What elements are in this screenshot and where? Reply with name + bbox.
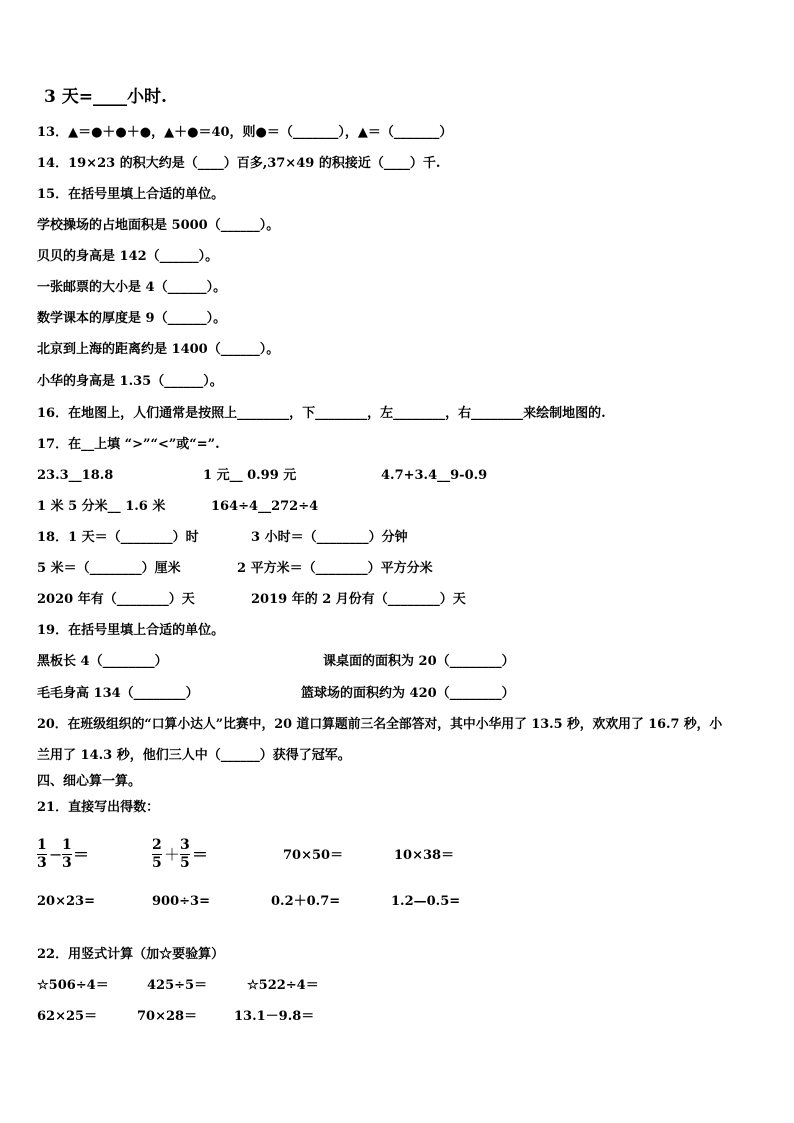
question-17: 17．在__上填 “>”“<”或“=”. — [37, 437, 220, 452]
question-22-item: 13.1－9.8＝ — [234, 1009, 315, 1024]
fraction — [152, 838, 162, 871]
question-15-item: 学校操场的占地面积是 5000（______）。 — [37, 218, 280, 233]
question-18-item: 2020 年有（________）天 — [37, 592, 195, 607]
question-15-item: 贝贝的身高是 142（______）。 — [37, 249, 219, 264]
question-15-item: 数学课本的厚度是 9（______）。 — [37, 311, 227, 326]
question-22-item: 425÷5＝ — [147, 978, 208, 993]
question-21-item: 20×23= — [37, 894, 95, 909]
question-15-item: 北京到上海的距离约是 1400（______）。 — [37, 342, 280, 357]
question-18-item: 2019 年的 2 月份有（________）天 — [251, 592, 466, 607]
question-18-item: 2 平方米＝（________）平方分米 — [237, 561, 433, 576]
question-13: 13．▲＝●＋●＋●，▲＋●＝40，则●＝（_______），▲＝（_______） — [37, 125, 453, 140]
denominator: 5 — [152, 855, 162, 871]
denominator: 3 — [62, 855, 72, 871]
question-14: 14．19×23 的积大约是（____）百多,37×49 的积接近（____）千. — [37, 156, 441, 171]
question-21-item: 0.2＋0.7= — [271, 894, 341, 909]
question-21: 21．直接写出得数： — [37, 800, 160, 815]
question-21-item: 70×50＝ — [283, 848, 344, 863]
question-16: 16．在地图上，人们通常是按照上________，下________，左________，右________来绘制地图的. — [37, 406, 606, 421]
question-22-item: ☆506÷4＝ — [37, 978, 109, 993]
question-17-item: 1 米 5 分米__ 1.6 米 — [37, 499, 166, 514]
question-21-item: 10×38＝ — [394, 848, 455, 863]
question-17-item: 4.7+3.4__9-0.9 — [381, 468, 488, 483]
numerator: 2 — [152, 837, 162, 853]
question-19-item: 毛毛身高 134（________） — [37, 686, 199, 701]
numerator: 1 — [37, 837, 47, 853]
question-22-item: 70×28＝ — [137, 1009, 198, 1024]
denominator: 3 — [37, 855, 47, 871]
question-21-item: 900÷3= — [152, 894, 210, 909]
question-18-item: 3 小时＝（________）分钟 — [251, 530, 408, 545]
question-20-line1: 20．在班级组织的“口算小达人”比赛中，20 道口算题前三名全部答对，其中小华用了 13.5 秒，欢欢用了 16.7 秒，小 — [37, 717, 723, 732]
question-18-item: 18．1 天＝（________）时 — [37, 530, 199, 545]
question-22-item: 62×25＝ — [37, 1009, 98, 1024]
question-17-item: 164÷4__272÷4 — [211, 499, 319, 514]
question-17-item: 1 元__ 0.99 元 — [203, 468, 297, 483]
equals-sign: ＝ — [73, 845, 90, 864]
numerator: 3 — [180, 837, 190, 853]
fraction — [180, 838, 190, 871]
question-22: 22．用竖式计算（加☆要验算） — [37, 947, 225, 962]
question-21-item: 1.2—0.5= — [391, 894, 461, 909]
section-heading: 四、细心算一算。 — [37, 774, 142, 789]
minus-sign: − — [49, 845, 63, 864]
question-19-item: 课桌面的面积为 20（________） — [323, 654, 515, 669]
fraction — [62, 838, 72, 871]
question-20-line2: 兰用了 14.3 秒，他们三人中（______）获得了冠军。 — [37, 748, 351, 763]
equals-sign: ＝ — [192, 845, 209, 864]
denominator: 5 — [180, 855, 190, 871]
plus-sign: ＋ — [164, 845, 181, 864]
question-17-item: 23.3__18.8 — [37, 468, 114, 483]
question-19-item: 黑板长 4（________） — [37, 654, 168, 669]
question-19-item: 篮球场的面积约为 420（________） — [301, 686, 515, 701]
question-15: 15．在括号里填上合适的单位。 — [37, 187, 225, 202]
numerator: 1 — [62, 837, 72, 853]
question-15-item: 小华的身高是 1.35（______）。 — [37, 374, 223, 389]
question-19: 19．在括号里填上合适的单位。 — [37, 623, 225, 638]
question-22-item: ☆522÷4＝ — [247, 978, 319, 993]
question-12-line: 3 天=____小时. — [44, 87, 167, 107]
fraction — [37, 838, 47, 871]
question-15-item: 一张邮票的大小是 4（______）。 — [37, 280, 227, 295]
question-18-item: 5 米＝（________）厘米 — [37, 561, 181, 576]
